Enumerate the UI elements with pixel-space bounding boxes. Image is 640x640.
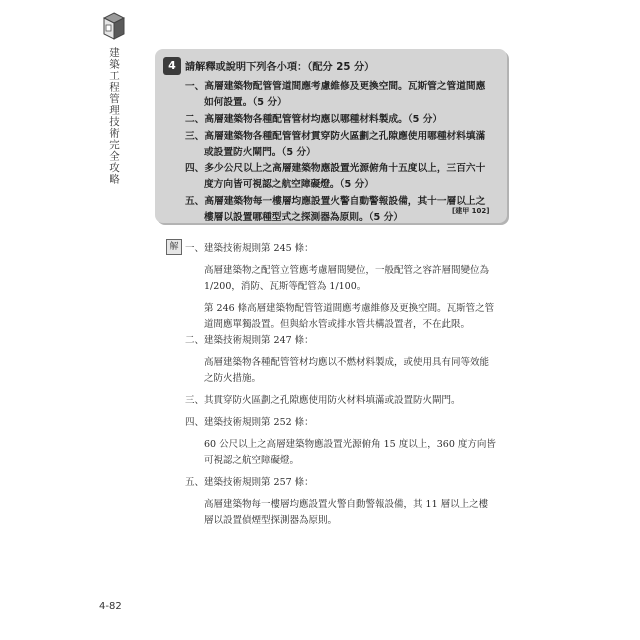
question-heading: 請解釋或說明下列各小項：（配分 25 分） (185, 62, 375, 73)
question-line: 度方向皆可視認之航空障礙燈。（5 分） (204, 179, 374, 190)
answer-line: 高層建築物各種配管管材均應以不燃材料製成，或使用具有同等效能 (204, 357, 490, 368)
question-line: 四、多少公尺以上之高層建築物應設置光源俯角十五度以上，三百六十 (185, 163, 486, 174)
answer-line: 二、建築技術規則第 247 條： (185, 335, 314, 346)
question-source-tag: [建甲 102] (452, 207, 490, 215)
page-number: 4-82 (99, 601, 122, 612)
answer-line: 三、其貫穿防火區劃之孔隙應使用防火材料填滿或設置防火閘門。 (185, 395, 461, 406)
answer-line: 可視認之航空障礙燈。 (204, 455, 300, 466)
answer-line: 高層建築物之配管立管應考慮層間變位，一般配管之容許層間變位為 (204, 265, 490, 276)
question-line: 二、高層建築物各種配管管材均應以哪種材料製成。（5 分） (185, 114, 443, 125)
question-line: 或設置防火閘門。（5 分） (204, 147, 316, 158)
question-line: 三、高層建築物各種配管管材貫穿防火區劃之孔隙應使用哪種材料填滿 (185, 131, 486, 142)
question-line: 五、高層建築物每一樓層均應設置火警自動警報設備，其十一層以上之 (185, 196, 486, 207)
question-line: 如何設置。（5 分） (204, 97, 287, 108)
answer-line: 之防火措施。 (204, 373, 262, 384)
cube-icon (103, 12, 125, 40)
answer-line: 層以設置偵煙型探測器為原則。 (204, 515, 338, 526)
question-line: 樓層以設置哪種型式之探測器為原則。（5 分） (204, 212, 404, 223)
answer-line: 一、建築技術規則第 245 條： (185, 243, 314, 254)
answer-line: 60 公尺以上之高層建築物應設置光源俯角 15 度以上，360 度方向皆 (204, 439, 496, 450)
vertical-book-title: 建築工程管理技術完全攻略 (108, 47, 120, 185)
answer-badge: 解 (166, 239, 182, 255)
answer-line: 第 246 條高層建築物配管管道間應考慮維修及更換空間。瓦斯管之管 (204, 303, 495, 314)
answer-line: 四、建築技術規則第 252 條： (185, 417, 314, 428)
question-line: 一、高層建築物配管管道間應考慮維修及更換空間。瓦斯管之管道間應 (185, 81, 486, 92)
answer-line: 五、建築技術規則第 257 條： (185, 477, 314, 488)
answer-line: 高層建築物每一樓層均應設置火警自動警報設備，其 11 層以上之樓 (204, 499, 489, 510)
question-number-badge: 4 (163, 57, 181, 75)
answer-line: 1/200，消防、瓦斯等配管為 1/100。 (204, 281, 367, 292)
answer-line: 道間應單獨設置。但與給水管或排水管共構設置者，不在此限。 (204, 319, 471, 330)
